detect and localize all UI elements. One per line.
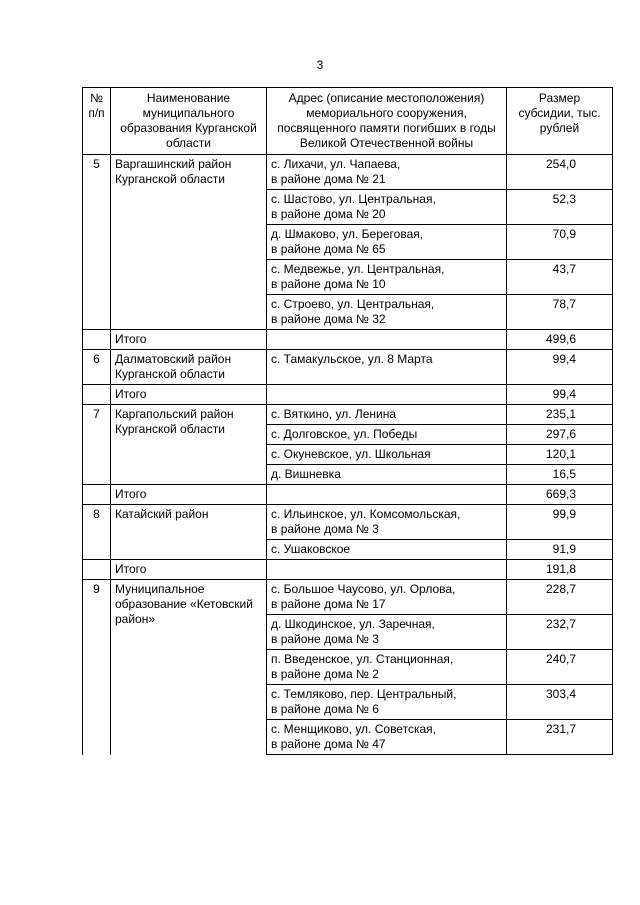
memorial-address: д. Шмаково, ул. Береговая, в районе дома № 65	[267, 225, 507, 260]
memorial-address: с. Большое Чаусово, ул. Орлова, в районе дома № 17	[267, 580, 507, 615]
total-num-cell	[83, 330, 111, 350]
total-amount: 191,8	[507, 560, 613, 580]
memorial-address: с. Окуневское, ул. Школьная	[267, 445, 507, 465]
total-address-cell	[267, 330, 507, 350]
memorial-address: с. Долговское, ул. Победы	[267, 425, 507, 445]
table-row	[83, 350, 613, 385]
header-amount: Размер субсидии, тыс. рублей	[507, 88, 613, 155]
subsidy-amount: 303,4	[507, 685, 613, 720]
subsidy-amount: 235,1	[507, 405, 613, 425]
total-row	[83, 385, 613, 405]
municipality-name: Варгашинский район Курганской области	[111, 155, 267, 330]
table-row	[83, 405, 613, 425]
memorial-address: д. Шкодинское, ул. Заречная, в районе дома № 3	[267, 615, 507, 650]
total-row	[83, 485, 613, 505]
memorial-address: с. Ильинское, ул. Комсомольская, в районе дома № 3	[267, 505, 507, 540]
subsidy-amount: 297,6	[507, 425, 613, 445]
subsidy-amount: 70,9	[507, 225, 613, 260]
subsidy-amount: 99,9	[507, 505, 613, 540]
row-number: 9	[83, 580, 111, 755]
memorial-address: с. Ушаковское	[267, 540, 507, 560]
memorial-address: с. Шастово, ул. Центральная, в районе дома № 20	[267, 190, 507, 225]
total-address-cell	[267, 485, 507, 505]
total-address-cell	[267, 385, 507, 405]
subsidy-amount: 78,7	[507, 295, 613, 330]
total-row	[83, 560, 613, 580]
municipality-name: Каргапольский район Курганской области	[111, 405, 267, 485]
subsidy-amount: 254,0	[507, 155, 613, 190]
subsidy-amount: 43,7	[507, 260, 613, 295]
memorial-address: д. Вишневка	[267, 465, 507, 485]
header-num: № п/п	[83, 88, 111, 155]
total-amount: 669,3	[507, 485, 613, 505]
total-label: Итого	[111, 385, 267, 405]
total-num-cell	[83, 385, 111, 405]
total-label: Итого	[111, 560, 267, 580]
total-amount: 99,4	[507, 385, 613, 405]
municipality-name: Катайский район	[111, 505, 267, 560]
subsidy-amount: 240,7	[507, 650, 613, 685]
row-number: 7	[83, 405, 111, 485]
municipality-name: Муниципальное образование «Кетовский район»	[111, 580, 267, 755]
total-num-cell	[83, 485, 111, 505]
memorial-address: с. Тамакульское, ул. 8 Марта	[267, 350, 507, 385]
memorial-address: п. Введенское, ул. Станционная, в районе дома № 2	[267, 650, 507, 685]
row-number: 6	[83, 350, 111, 385]
memorial-address: с. Медвежье, ул. Центральная, в районе дома № 10	[267, 260, 507, 295]
subsidy-amount: 16,5	[507, 465, 613, 485]
total-address-cell	[267, 560, 507, 580]
table-row	[83, 155, 613, 190]
total-label: Итого	[111, 330, 267, 350]
table-row	[83, 505, 613, 540]
row-number: 5	[83, 155, 111, 330]
memorial-address: с. Вяткино, ул. Ленина	[267, 405, 507, 425]
subsidy-table	[82, 87, 613, 755]
memorial-address: с. Строево, ул. Центральная, в районе дома № 32	[267, 295, 507, 330]
subsidy-amount: 231,7	[507, 720, 613, 755]
memorial-address: с. Темляково, пер. Центральный, в районе дома № 6	[267, 685, 507, 720]
table-header-row	[83, 88, 613, 155]
subsidy-amount: 228,7	[507, 580, 613, 615]
municipality-name: Далматовский район Курганской области	[111, 350, 267, 385]
total-num-cell	[83, 560, 111, 580]
page-number: 3	[316, 58, 324, 72]
table-body	[83, 155, 613, 755]
memorial-address: с. Менщиково, ул. Советская, в районе дома № 47	[267, 720, 507, 755]
total-label: Итого	[111, 485, 267, 505]
header-name: Наименование муниципального образования Курганской области	[111, 88, 267, 155]
memorial-address: с. Лихачи, ул. Чапаева, в районе дома № 21	[267, 155, 507, 190]
subsidy-amount: 120,1	[507, 445, 613, 465]
subsidy-amount: 232,7	[507, 615, 613, 650]
total-row	[83, 330, 613, 350]
table-row	[83, 580, 613, 615]
subsidy-amount: 91,9	[507, 540, 613, 560]
subsidy-amount: 99,4	[507, 350, 613, 385]
header-address: Адрес (описание местоположения) мемориального сооружения, посвященного памяти погибших в годы Великой Отечественной войны	[267, 88, 507, 155]
total-amount: 499,6	[507, 330, 613, 350]
row-number: 8	[83, 505, 111, 560]
subsidy-amount: 52,3	[507, 190, 613, 225]
